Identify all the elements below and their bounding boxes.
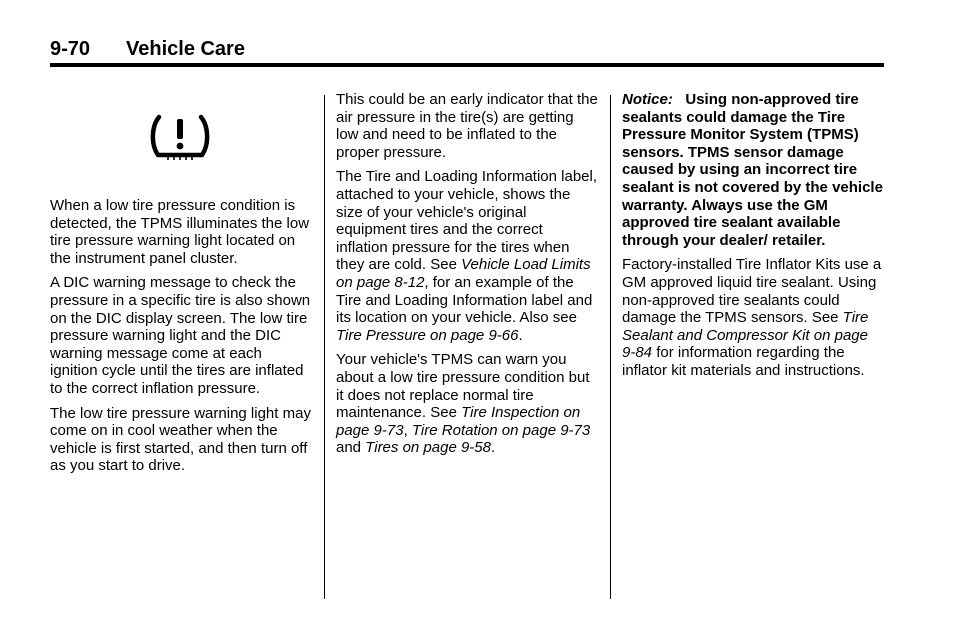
notice-paragraph [622, 91, 884, 249]
paragraph: Your vehicle's TPMS can warn you about a low tire pressure condition but it does not replace normal tire maintenance. See Tire Inspection on page 9-73, Tire Rotation on page 9-73 and Tires on page 9-58. [336, 351, 591, 457]
paragraph: This could be an early indicator that the air pressure in the tire(s) are getting low and need to be inflated to the proper pressure. [336, 91, 598, 161]
header-rule [50, 63, 884, 67]
page-number: 9-70 [50, 38, 91, 60]
paragraph: A DIC warning message to check the pressure in a specific tire is also shown on the DIC display screen. The low tire pressure warning light and the DIC warning message come at each ignition cycle until the tires are inflated to the correct inflation pressure. [50, 274, 311, 397]
cross-reference-link[interactable]: Tire Inspection on page 9-73 [336, 404, 581, 439]
column-left [50, 91, 312, 482]
paragraph: The low tire pressure warning light may come on in cool weather when the vehicle is first started, and then turn off as you start to drive. [50, 404, 311, 475]
notice-text: Using non-approved tire sealants could damage the Tire Pressure Monitor System (TPMS) sensors. TPMS sensor damage caused by using an incorrect tire sealant is not covered by the vehicle warranty. Always use the GM approved tire sealant available through your dealer/ retailer. [622, 91, 883, 249]
cross-reference-link[interactable]: Vehicle Load Limits on page 8-12 [336, 256, 591, 291]
column-right [622, 91, 884, 387]
paragraph: The Tire and Loading Information label, attached to your vehicle, shows the size of your vehicle's original equipment tires and the correct inflation pressure for the tires when they are cold. See Vehicle Load Limits on page 8-12, for an example of the Tire and Loading Information label and its location on your vehicle. Also see Tire Pressure on page 9-66. [336, 168, 597, 344]
column-divider [610, 95, 611, 599]
paragraph: When a low tire pressure condition is detected, the TPMS illuminates the low tire pressure warning light located on the instrument panel cluster. [50, 197, 310, 267]
column-middle [336, 91, 598, 464]
paragraph: Factory-installed Tire Inflator Kits use a GM approved liquid tire sealant. Using non-approved tire sealants could damage the TPMS sensors. See Tire Sealant and Compressor Kit on page 9-84 for information regarding the inflator kit materials and instructions. [622, 256, 882, 379]
cross-reference-link[interactable]: Tire Pressure on page 9-66 [336, 326, 519, 344]
cross-reference-link[interactable]: Tire Sealant and Compressor Kit on page 9-84 [622, 309, 869, 362]
section-title: Vehicle Care [126, 38, 245, 60]
page-header [50, 38, 884, 62]
column-divider [324, 95, 325, 599]
notice-label: Notice: [622, 91, 673, 108]
cross-reference-link[interactable]: Tire Rotation on page 9-73 [411, 421, 591, 439]
cross-reference-link[interactable]: Tires on page 9-58 [365, 439, 491, 457]
